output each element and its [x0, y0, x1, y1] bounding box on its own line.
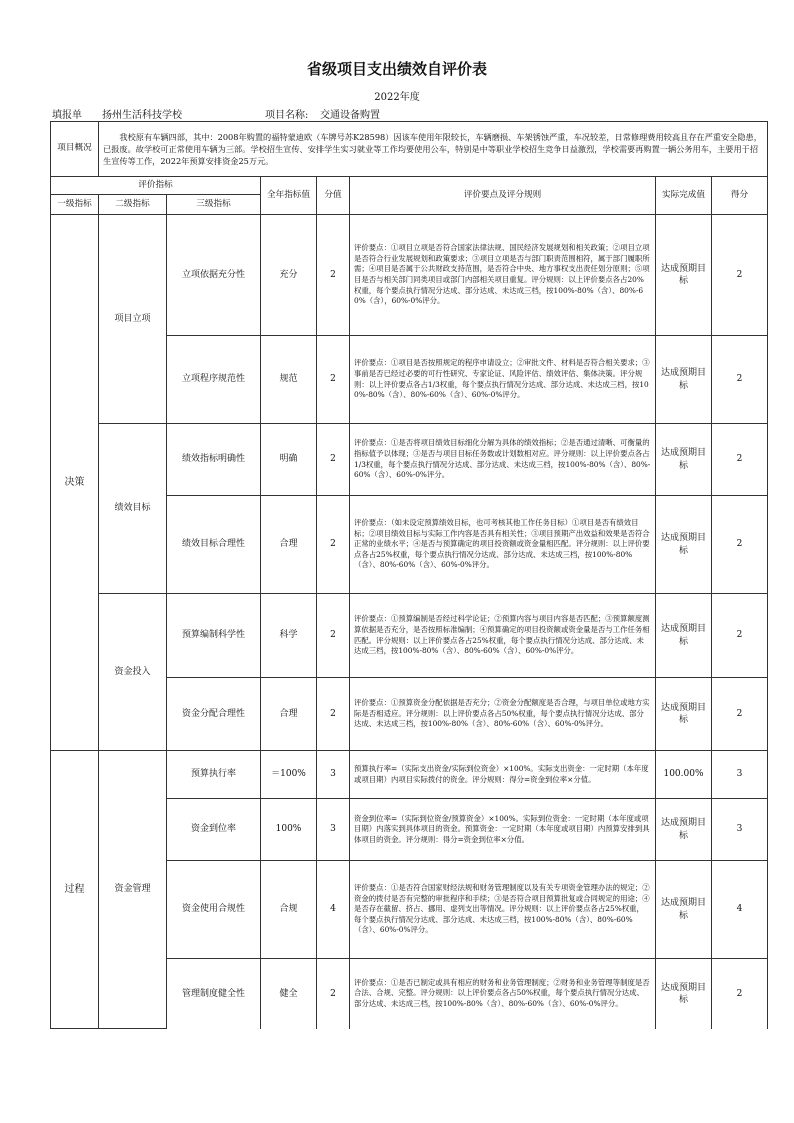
level1-cell: 决策 [51, 215, 99, 751]
header-target: 全年指标值 [261, 177, 317, 215]
table-row [51, 424, 768, 496]
report-year: 2022年度 [374, 92, 420, 103]
actual-cell: 达成预期目标 [656, 424, 712, 496]
table-row [51, 751, 768, 799]
level3-cell: 绩效指标明确性 [167, 424, 261, 496]
header-level3: 三级指标 [167, 195, 261, 215]
rule-cell: 评价要点：①预算资金分配依据是否充分；②资金分配额度是否合理，与项目单位或地方实际是否相适应。评分规则：以上评价要点各占50%权重，每个要点执行情况分达成、部分达成、未达成三档，按100%-80%（含）、80%-60%（含）、60%-0%评分。 [350, 678, 656, 751]
level3-cell: 预算编制科学性 [167, 594, 261, 678]
rule-cell: 评价要点：①是否符合国家财经法规和财务管理制度以及有关专项资金管理办法的规定；②资金的拨付是否有完整的审批程序和手续；③是否符合项目预算批复或合同规定的用途；④是否存在截留、挤占、挪用、虚列支出等情况。评分规则：以上评价要点各占25%权重，每个要点执行情况分达成、部分达成、未达成三档，按100%-80%（含）、80%-60%（含）、60%-0%评分。 [350, 861, 656, 959]
score-cell: 2 [712, 678, 768, 751]
target-cell: 合理 [261, 678, 317, 751]
level3-cell: 资金使用合规性 [167, 861, 261, 959]
score-cell: 2 [712, 215, 768, 336]
level2-cell: 项目立项 [99, 215, 167, 424]
rule-cell: 评价要点：①是否已制定或具有相应的财务和业务管理制度；②财务和业务管理等制度是否合法、合规、完整。评分规则：以上评价要点各占50%权重，每个要点执行情况分达成、部分达成、未达成三档，按100%-80%（含）、80%-60%（含）、60%-0%评分。 [350, 959, 656, 1029]
weight-cell: 2 [317, 496, 350, 594]
level3-cell: 立项依据充分性 [167, 215, 261, 336]
actual-cell: 达成预期目标 [656, 336, 712, 424]
actual-cell: 达成预期目标 [656, 799, 712, 861]
target-cell: 合理 [261, 496, 317, 594]
overview-text: 我校原有车辆四部，其中：2008年购置的福特蒙迪欧（车牌号苏K28598）因该车使用年限较长，车辆磨损、车架锈蚀严重，车况较差，日常修理费用较高且存在严重安全隐患，已报废。故学校可正常使用车辆为三部。学校招生宣传、安排学生实习就业等工作均要使用公车，特别是中等职业学校招生竞争日益激烈，学校需要再购置一辆公务用车，主要用于招生宣传等工作，2022年预算安排资金25万元。 [99, 122, 768, 177]
rule-cell: 预算执行率=（实际支出资金/实际到位资金）×100%。实际支出资金：一定时期（本年度或项目期）内项目实际拨付的资金。评分规则：得分=资金到位率×分值。 [350, 751, 656, 799]
header-indicators: 评价指标 [51, 177, 261, 195]
project-label: 项目名称: [265, 110, 309, 121]
filler-label: 填报单 [52, 110, 82, 121]
actual-cell: 达成预期目标 [656, 215, 712, 336]
weight-cell: 2 [317, 678, 350, 751]
rule-cell: 评价要点：①项目是否按照规定的程序申请设立；②审批文件、材料是否符合相关要求；③事前是否已经过必要的可行性研究、专家论证、风险评估、绩效评估、集体决策。评分规则：以上评价要点各占1/3权重，每个要点执行情况分达成、部分达成、未达成三档，按100%-80%（含）、80%-60%（含）、60%-0%评分。 [350, 336, 656, 424]
weight-cell: 3 [317, 799, 350, 861]
rule-cell: 评价要点：①项目立项是否符合国家法律法规、国民经济发展规划和相关政策；②项目立项是否符合行业发展规划和政策要求；③项目立项是否与部门职责范围相符，属于部门履职所需；④项目是否属于公共财政支持范围，是否符合中央、地方事权支出责任划分原则；⑤项目是否与相关部门同类项目或部门内部相关项目重复。评分规则：以上评价要点各占20%权重，每个要点执行情况分达成、部分达成、未达成三档，按100%-80%（含）、80%-60%（含），60%-0%评分。 [350, 215, 656, 336]
level3-cell: 预算执行率 [167, 751, 261, 799]
score-cell: 2 [712, 959, 768, 1029]
table-row [51, 594, 768, 678]
score-cell: 3 [712, 799, 768, 861]
header-weight: 分值 [317, 177, 350, 215]
actual-cell: 达成预期目标 [656, 594, 712, 678]
score-cell: 2 [712, 336, 768, 424]
header-actual: 实际完成值 [656, 177, 712, 215]
level3-cell: 资金分配合理性 [167, 678, 261, 751]
actual-cell: 达成预期目标 [656, 496, 712, 594]
score-cell: 4 [712, 861, 768, 959]
level3-cell: 资金到位率 [167, 799, 261, 861]
level2-cell: 资金投入 [99, 594, 167, 751]
rule-cell: 资金到位率=（实际到位资金/预算资金）×100%。实际到位资金：一定时期（本年度或项目期）内落实到具体项目的资金。预算资金：一定时期（本年度或项目期）内预算安排到具体项目的资金。评分规则：得分=资金到位率×分值。 [350, 799, 656, 861]
actual-cell: 达成预期目标 [656, 861, 712, 959]
level2-cell: 资金管理 [99, 751, 167, 1029]
actual-cell: 达成预期目标 [656, 678, 712, 751]
project-value: 交通设备购置 [320, 110, 380, 121]
weight-cell: 3 [317, 751, 350, 799]
header-level2: 二级指标 [99, 195, 167, 215]
target-cell: 科学 [261, 594, 317, 678]
target-cell: ＝100% [261, 751, 317, 799]
overview-label: 项目概况 [51, 122, 99, 177]
rule-cell: 评价要点：①预算编制是否经过科学论证；②预算内容与项目内容是否匹配；③预算额度测算依据是否充分，是否按照标准编制；④预算确定的项目投资额或资金量是否与工作任务相匹配。评分规则：以上评价要点各占25%权重，每个要点执行情况分达成、部分达成、未达成三档，按100%-80%（含）、80%-60%（含）、60%-0%评分。 [350, 594, 656, 678]
target-cell: 规范 [261, 336, 317, 424]
target-cell: 明确 [261, 424, 317, 496]
page-title: 省级项目支出绩效自评价表 [306, 60, 487, 78]
header-rules: 评价要点及评分规则 [350, 177, 656, 215]
weight-cell: 2 [317, 959, 350, 1029]
weight-cell: 2 [317, 424, 350, 496]
level3-cell: 管理制度健全性 [167, 959, 261, 1029]
target-cell: 健全 [261, 959, 317, 1029]
level3-cell: 立项程序规范性 [167, 336, 261, 424]
header-level1: 一级指标 [51, 195, 99, 215]
target-cell: 充分 [261, 215, 317, 336]
weight-cell: 4 [317, 861, 350, 959]
weight-cell: 2 [317, 336, 350, 424]
actual-cell: 达成预期目标 [656, 959, 712, 1029]
rule-cell: 评价要点：①是否将项目绩效目标细化分解为具体的绩效指标；②是否通过清晰、可衡量的指标值予以体现；③是否与项目目标任务数或计划数相对应。评分规则：以上评价要点各占1/3权重，每个要点执行情况分达成、部分达成、未达成三档，按100%-80%（含）、80%-60%（含）、60%-0%评分。 [350, 424, 656, 496]
target-cell: 100% [261, 799, 317, 861]
table-row [51, 215, 768, 336]
header-score: 得分 [712, 177, 768, 215]
target-cell: 合规 [261, 861, 317, 959]
level2-cell: 绩效目标 [99, 424, 167, 594]
score-cell: 2 [712, 424, 768, 496]
level1-cell: 过程 [51, 751, 99, 1029]
actual-cell: 100.00% [656, 751, 712, 799]
score-cell: 2 [712, 496, 768, 594]
score-cell: 3 [712, 751, 768, 799]
evaluation-table [50, 121, 768, 1029]
weight-cell: 2 [317, 594, 350, 678]
filler-value: 扬州生活科技学校 [102, 110, 182, 121]
rule-cell: 评价要点：（如未设定预算绩效目标，也可考核其他工作任务目标）①项目是否有绩效目标；②项目绩效目标与实际工作内容是否具有相关性；③项目预期产出效益和效果是否符合正常的业绩水平；④是否与预算确定的项目投资额或资金量相匹配。评分规则：以上评价要点各占25%权重，每个要点执行情况分达成、部分达成、未达成三档，按100%-80%（含）、80%-60%（含）、60%-0%评分。 [350, 496, 656, 594]
level3-cell: 绩效目标合理性 [167, 496, 261, 594]
weight-cell: 2 [317, 215, 350, 336]
score-cell: 2 [712, 594, 768, 678]
